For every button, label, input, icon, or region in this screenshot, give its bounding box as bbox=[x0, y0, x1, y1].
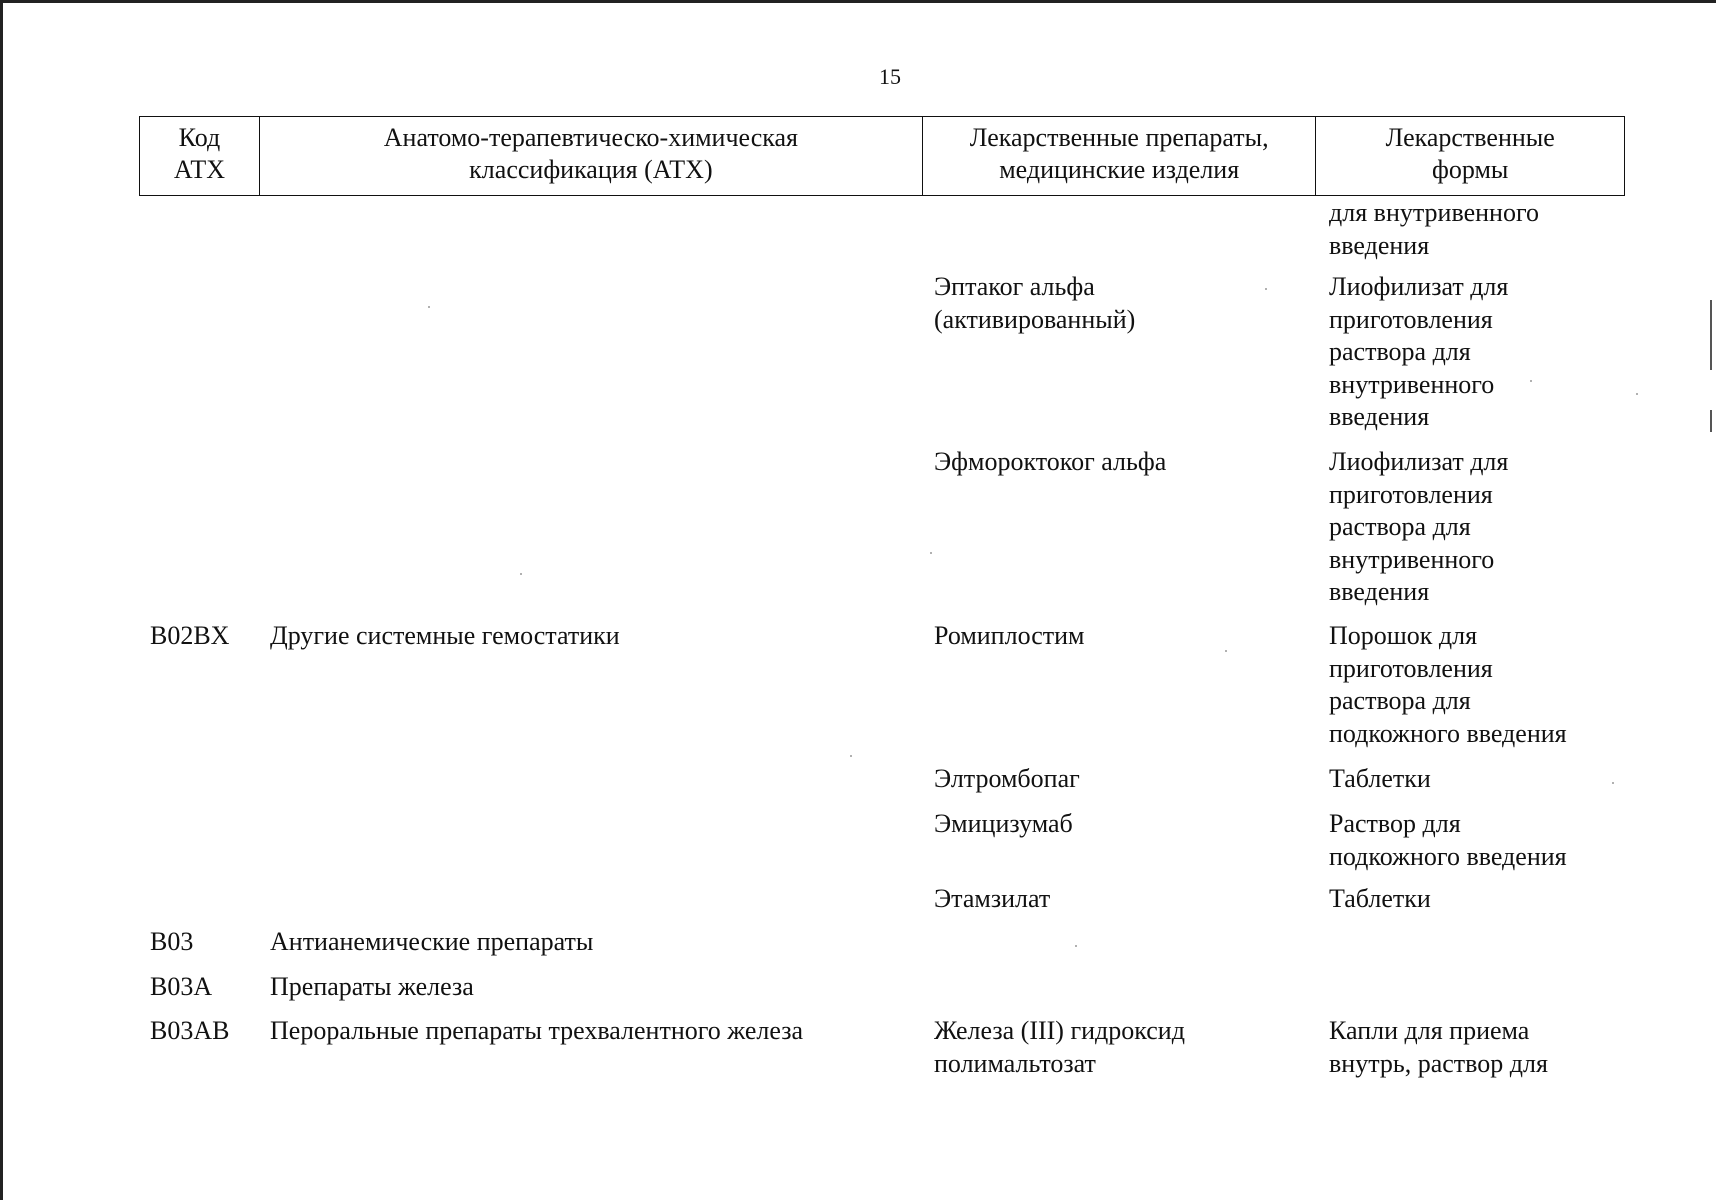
form-cell bbox=[1329, 808, 1567, 873]
form-cell bbox=[1329, 620, 1567, 750]
form-line: подкожного введения bbox=[1329, 841, 1567, 871]
scan-speck bbox=[1225, 650, 1227, 652]
classification-cell: Препараты железа bbox=[270, 972, 474, 1001]
drug-line: полимальтозат bbox=[934, 1048, 1096, 1078]
drug-line: Ромиплостим bbox=[934, 621, 1085, 650]
form-line: введения bbox=[1329, 577, 1430, 606]
form-line: Капли для приема bbox=[1329, 1016, 1530, 1045]
scan-speck bbox=[1636, 393, 1638, 395]
header-classification bbox=[260, 117, 923, 195]
form-line: для внутривенного bbox=[1329, 198, 1539, 227]
header-drugs-line: медицинские изделия bbox=[999, 155, 1240, 184]
form-line: Раствор для bbox=[1329, 809, 1461, 838]
scan-speck bbox=[1265, 288, 1267, 290]
form-line: введения bbox=[1329, 230, 1430, 260]
form-line: раствора для bbox=[1329, 337, 1471, 366]
form-line: раствора для bbox=[1329, 512, 1471, 541]
header-code bbox=[140, 117, 260, 195]
header-code-line: Код bbox=[178, 123, 221, 152]
atc-code: B03 bbox=[150, 927, 194, 956]
form-line: подкожного введения bbox=[1329, 718, 1567, 748]
scan-edge-left bbox=[0, 0, 3, 1200]
drug-line: Элтромбопаг bbox=[934, 764, 1080, 793]
header-forms-line: Лекарственные bbox=[1385, 123, 1555, 152]
form-line: приготовления bbox=[1329, 653, 1493, 683]
header-code-line: АТХ bbox=[173, 155, 225, 184]
drug-line: Эптаког альфа bbox=[934, 272, 1095, 301]
classification-cell: Антианемические препараты bbox=[270, 927, 594, 956]
form-cell bbox=[1329, 763, 1431, 796]
form-cell bbox=[1329, 883, 1431, 916]
drug-cell bbox=[934, 271, 1135, 336]
scan-mark bbox=[1710, 300, 1712, 370]
header-forms-line: формы bbox=[1432, 155, 1509, 184]
scan-speck bbox=[1530, 380, 1532, 382]
scan-speck bbox=[520, 573, 522, 575]
drug-line: Эфмороктоког альфа bbox=[934, 447, 1167, 476]
form-line: Лиофилизат для bbox=[1329, 272, 1509, 301]
scan-speck bbox=[850, 755, 852, 757]
form-line: Порошок для bbox=[1329, 621, 1478, 650]
form-line: приготовления bbox=[1329, 479, 1493, 509]
scan-mark bbox=[1710, 410, 1712, 432]
drug-cell bbox=[934, 808, 1073, 841]
form-line: внутривенного bbox=[1329, 544, 1495, 574]
form-cell bbox=[1329, 271, 1508, 434]
drug-cell bbox=[934, 883, 1050, 916]
drug-line: (активированный) bbox=[934, 304, 1136, 334]
form-cell bbox=[1329, 446, 1508, 609]
header-classification-line: Анатомо-терапевтическо-химическая bbox=[383, 123, 799, 152]
form-line: приготовления bbox=[1329, 304, 1493, 334]
drug-cell bbox=[934, 446, 1166, 479]
form-line: раствора для bbox=[1329, 686, 1471, 715]
scan-speck bbox=[1075, 945, 1077, 947]
header-forms bbox=[1316, 117, 1624, 195]
header-classification-line: классификация (АТХ) bbox=[469, 155, 713, 184]
form-line: внутрь, раствор для bbox=[1329, 1048, 1548, 1078]
drug-cell bbox=[934, 620, 1085, 653]
form-line: Лиофилизат для bbox=[1329, 447, 1509, 476]
form-line: Таблетки bbox=[1329, 884, 1431, 913]
form-line: введения bbox=[1329, 402, 1430, 431]
table-header bbox=[139, 116, 1625, 196]
drug-cell bbox=[934, 1015, 1185, 1080]
drug-line: Железа (III) гидроксид bbox=[934, 1016, 1185, 1045]
drug-line: Этамзилат bbox=[934, 884, 1051, 913]
atc-code: B03A bbox=[150, 972, 213, 1001]
form-cell bbox=[1329, 197, 1539, 262]
drug-cell bbox=[934, 763, 1080, 796]
classification-cell: Пероральные препараты трехвалентного железа bbox=[270, 1016, 804, 1045]
form-line: Таблетки bbox=[1329, 764, 1431, 793]
atc-code: B03AB bbox=[150, 1016, 230, 1045]
header-drugs bbox=[923, 117, 1316, 195]
classification-cell: Другие системные гемостатики bbox=[270, 621, 620, 650]
scan-speck bbox=[1612, 782, 1614, 784]
form-cell bbox=[1329, 1015, 1548, 1080]
page-number: 15 bbox=[879, 64, 901, 89]
scan-speck bbox=[930, 552, 932, 554]
scan-edge-top bbox=[0, 0, 1716, 3]
form-line: внутривенного bbox=[1329, 369, 1495, 399]
drug-line: Эмицизумаб bbox=[934, 809, 1073, 838]
header-drugs-line: Лекарственные препараты, bbox=[969, 123, 1269, 152]
scan-speck bbox=[428, 306, 430, 308]
atc-code: B02BX bbox=[150, 621, 230, 650]
